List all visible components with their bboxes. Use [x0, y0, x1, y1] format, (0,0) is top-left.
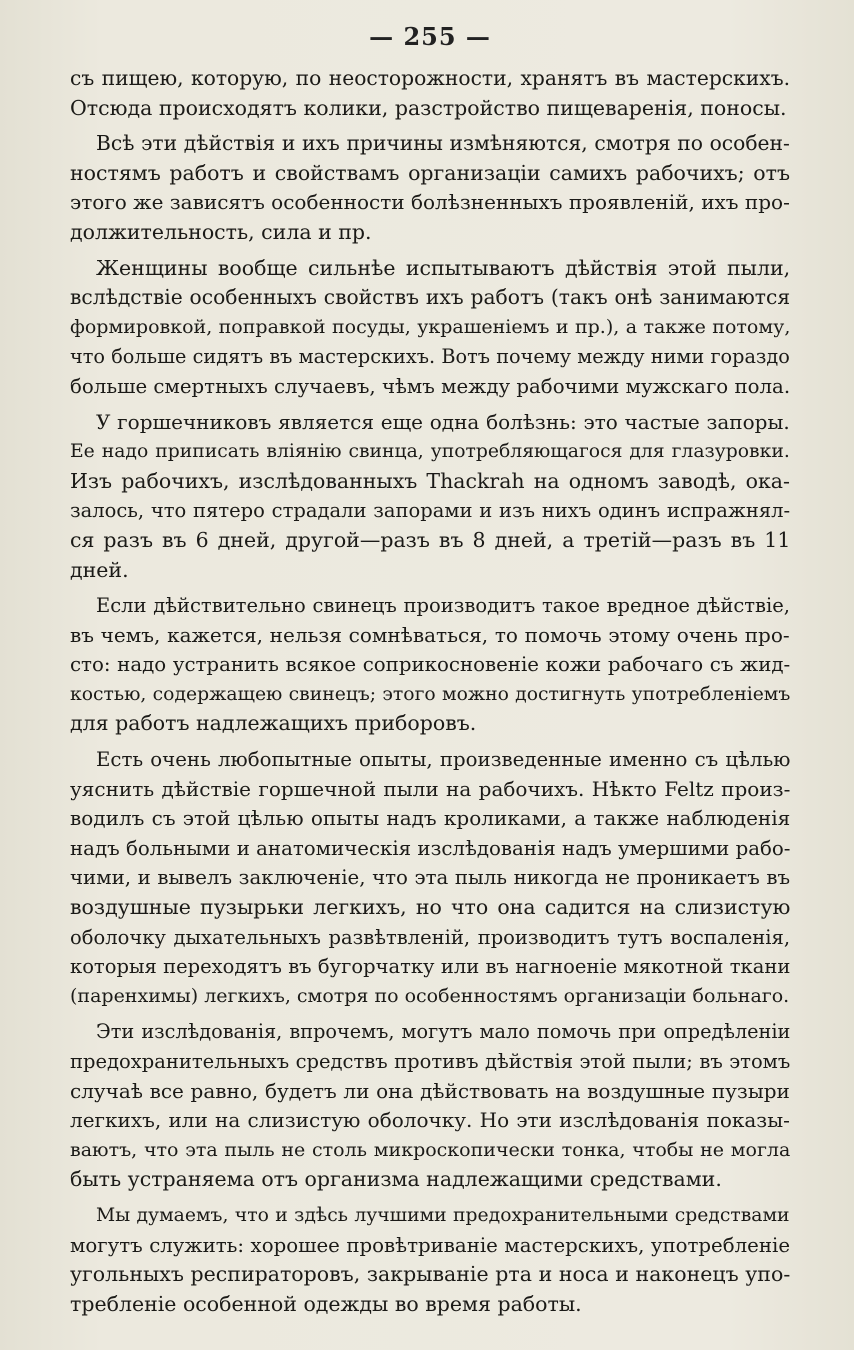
text-line: Женщины вообще сильнѣе испытываютъ дѣйствія этой пыли, — [96, 255, 791, 280]
text-line: уяснить дѣйствіе горшечной пыли на рабочихъ. Нѣкто Feltz произ- — [70, 776, 791, 801]
text-line: могутъ служить: хорошее провѣтриваніе мастерскихъ, употребленіе — [70, 1233, 791, 1257]
text-line: ваютъ, что эта пыль не столь микроскопически тонка, чтобы не могла — [70, 1138, 791, 1161]
text-line: больше смертныхъ случаевъ, чѣмъ между рабочими мужскаго пола. — [70, 374, 791, 398]
paragraph — [70, 1201, 790, 1319]
text-line: требленіе особенной одежды во время работы. — [70, 1291, 582, 1316]
paragraph — [70, 745, 790, 1011]
text-line: (паренхимы) легкихъ, смотря по особенностямъ организаціи больнаго. — [70, 984, 790, 1007]
paragraph — [70, 591, 790, 739]
paragraph — [70, 64, 790, 123]
body-text — [70, 64, 790, 1319]
text-line: легкихъ, или на слизистую оболочку. Но эти изслѣдованія показы- — [70, 1108, 790, 1133]
paragraph — [70, 254, 790, 402]
text-line: вслѣдствіе особенныхъ свойствъ ихъ работъ (такъ онѣ занимаются — [70, 285, 791, 310]
text-line: надъ больными и анатомическія изслѣдованія надъ умершими рабо- — [70, 836, 791, 860]
text-line: Ее надо приписать вліянію свинца, употребляющагося для глазуровки. — [70, 441, 790, 463]
page-number: — 255 — — [369, 22, 491, 51]
text-line: чими, и вывелъ заключеніе, что эта пыль никогда не проникаетъ въ — [70, 866, 791, 890]
text-line: Отсюда происходятъ колики, разстройство пищеваренія, поносы. — [70, 95, 787, 120]
text-line: Изъ рабочихъ, изслѣдованныхъ Thackrah на одномъ заводѣ, ока- — [70, 468, 790, 493]
text-line: Мы думаемъ, что и здѣсь лучшими предохранительными средствами — [96, 1204, 790, 1226]
paragraph — [70, 1017, 790, 1195]
text-line: водилъ съ этой цѣлью опыты надъ кроликами, а также наблюденія — [70, 806, 791, 831]
text-line: что больше сидятъ въ мастерскихъ. Вотъ почему между ними гораздо — [70, 345, 790, 369]
paragraph — [70, 129, 790, 247]
text-line: воздушные пузырьки легкихъ, но что она садится на слизистую — [70, 895, 791, 920]
text-line: Есть очень любопытные опыты, произведенные именно съ цѣлью — [96, 748, 791, 772]
text-line: быть устраняема отъ организма надлежащими средствами. — [70, 1167, 722, 1192]
text-line: въ чемъ, кажется, нельзя сомнѣваться, то помочь этому очень про- — [70, 622, 790, 647]
text-line: которыя переходятъ въ бугорчатку или въ нагноеніе мякотной ткани — [70, 955, 791, 979]
text-line: должительность, сила и пр. — [70, 219, 372, 244]
text-line: дней. — [70, 557, 129, 582]
text-line: сто: надо устранить всякое соприкосновеніе кожи рабочаго съ жид- — [70, 653, 791, 677]
text-line: угольныхъ респираторовъ, закрываніе рта и носа и наконецъ упо- — [70, 1262, 791, 1287]
text-line: У горшечниковъ является еще одна болѣзнь: это частые запоры. — [96, 409, 790, 434]
text-line: съ пищею, которую, по неосторожности, хранятъ въ мастерскихъ. — [70, 66, 791, 90]
text-line: для работъ надлежащихъ приборовъ. — [70, 711, 477, 736]
text-line: этого же зависятъ особенности болѣзненныхъ проявленій, ихъ про- — [70, 190, 790, 215]
text-line: случаѣ все равно, будетъ ли она дѣйствовать на воздушные пузыри — [70, 1078, 790, 1103]
text-line: предохранительныхъ средствъ противъ дѣйствія этой пыли; въ этомъ — [70, 1050, 791, 1073]
text-line: Эти изслѣдованія, впрочемъ, могутъ мало помочь при опредѣленіи — [96, 1020, 791, 1044]
text-line: костью, содержащею свинецъ; этого можно достигнуть употребленіемъ — [70, 683, 791, 705]
text-line: оболочку дыхательныхъ развѣтвленій, производитъ тутъ воспаленія, — [70, 925, 791, 949]
text-line: Всѣ эти дѣйствія и ихъ причины измѣняются, смотря по особен- — [96, 131, 790, 156]
text-line: ся разъ въ 6 дней, другой—разъ въ 8 дней, а третій—разъ въ 11 — [70, 527, 791, 552]
paragraph — [70, 408, 790, 586]
text-line: формировкой, поправкой посуды, украшеніемъ и пр.), а также потому, — [70, 315, 791, 338]
text-line: залось, что пятеро страдали запорами и изъ нихъ одинъ испражнял- — [70, 499, 791, 523]
text-line: ностямъ работъ и свойствамъ организаціи самихъ рабочихъ; отъ — [70, 160, 790, 185]
text-line: Если дѣйствительно свинецъ производитъ такое вредное дѣйствіе, — [96, 594, 790, 618]
